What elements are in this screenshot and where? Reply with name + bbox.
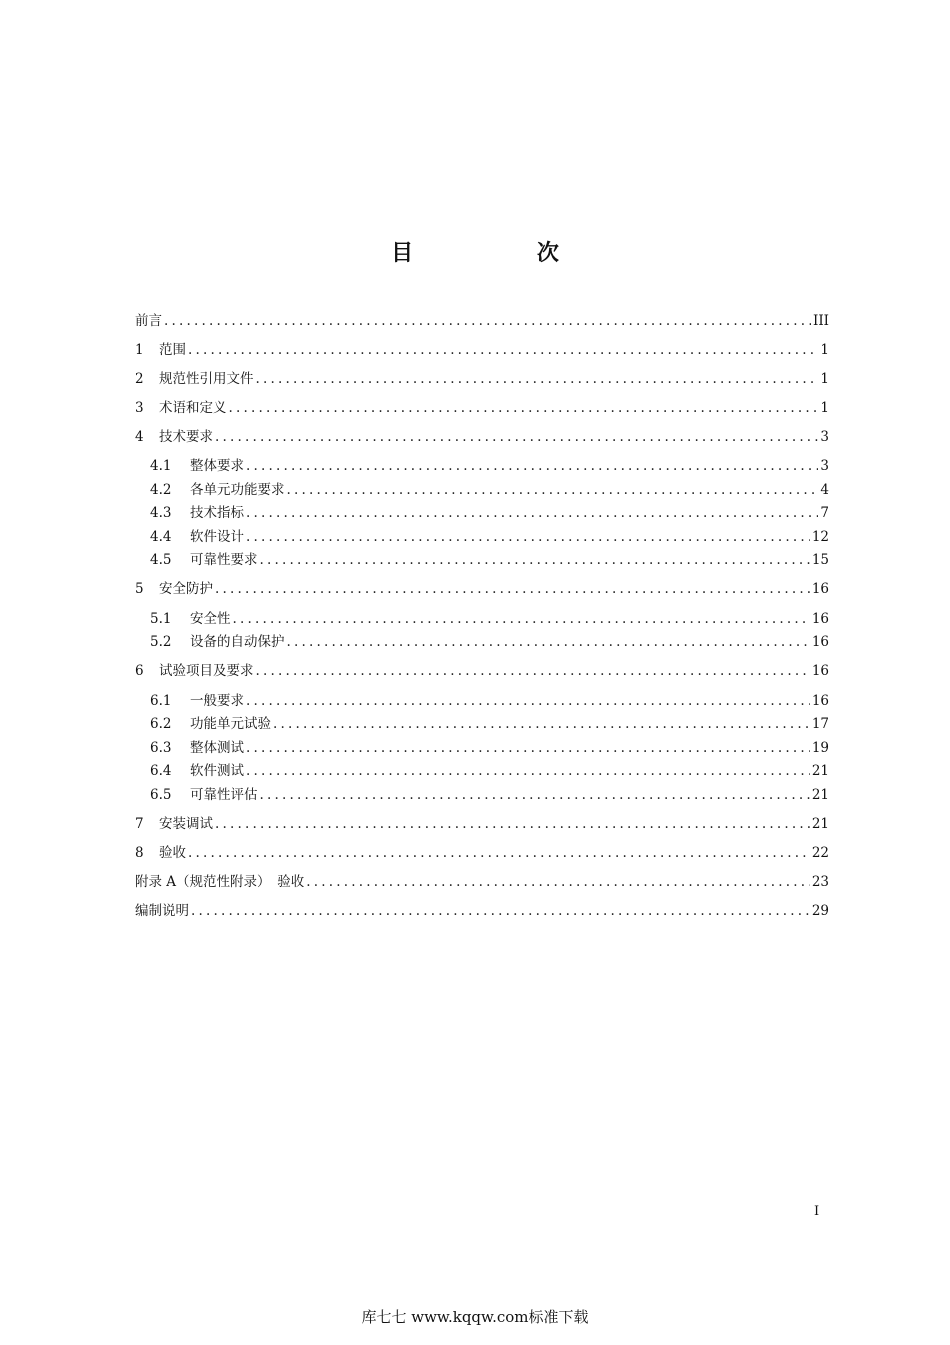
toc-entry-label: 附录 A（规范性附录） 验收 — [135, 874, 305, 890]
toc-leader-dots — [256, 661, 810, 681]
toc-leader-dots — [246, 738, 810, 758]
toc-entry-number: 4.5 — [150, 552, 172, 568]
toc-entry-label: 可靠性要求 — [190, 552, 258, 568]
toc-entry-number: 4.2 — [150, 482, 172, 498]
toc-entry-page: 1 — [820, 400, 829, 416]
toc-entry-page: III — [813, 313, 829, 329]
toc-leader-dots — [215, 814, 810, 834]
toc-entry[interactable] — [150, 691, 829, 711]
toc-leader-dots — [191, 901, 810, 921]
toc-entry-number: 6.4 — [150, 763, 172, 779]
toc-entry-page: 3 — [820, 429, 829, 445]
toc-entry-number: 6.3 — [150, 740, 172, 756]
toc-entry[interactable] — [150, 761, 829, 781]
toc-entry[interactable] — [150, 503, 829, 523]
toc-entry-page: 16 — [811, 634, 829, 650]
toc-leader-dots — [306, 872, 810, 892]
toc-entry[interactable] — [135, 843, 829, 863]
toc-leader-dots — [246, 503, 818, 523]
toc-leader-dots — [260, 785, 810, 805]
toc-entry[interactable] — [150, 714, 829, 734]
toc-entry-label: 编制说明 — [135, 903, 189, 919]
toc-entry[interactable] — [150, 480, 829, 500]
toc-entry-page: 16 — [811, 693, 829, 709]
toc-entry-label: 前言 — [135, 313, 162, 329]
toc-entry-label: 范围 — [159, 342, 186, 358]
toc-leader-dots — [256, 369, 819, 389]
toc-entry-label: 可靠性评估 — [190, 787, 258, 803]
toc-entry-page: 29 — [811, 903, 829, 919]
toc-entry-number: 4.4 — [150, 529, 172, 545]
toc-entry-number: 5 — [135, 581, 144, 597]
toc-leader-dots — [215, 427, 818, 447]
toc-entry-label: 一般要求 — [190, 693, 244, 709]
toc-entry-number: 4.1 — [150, 458, 172, 474]
toc-entry-label: 验收 — [159, 845, 186, 861]
toc-entry-number: 5.1 — [150, 611, 172, 627]
toc-entry-label: 安全防护 — [159, 581, 213, 597]
toc-entry[interactable] — [135, 369, 829, 389]
toc-leader-dots — [188, 843, 810, 863]
toc-entry-label: 技术指标 — [190, 505, 244, 521]
toc-entry[interactable] — [150, 785, 829, 805]
toc-entry-number: 6.1 — [150, 693, 172, 709]
toc-entry-page: 21 — [811, 787, 829, 803]
toc-leader-dots — [273, 714, 810, 734]
toc-entry-page: 16 — [811, 611, 829, 627]
toc-entry-number: 4 — [135, 429, 144, 445]
toc-entry-page: 21 — [811, 763, 829, 779]
toc-leader-dots — [260, 550, 810, 570]
toc-entry[interactable] — [135, 579, 829, 599]
toc-leader-dots — [246, 761, 810, 781]
toc-entry-page: 1 — [820, 371, 829, 387]
toc-entry-number: 1 — [135, 342, 144, 358]
toc-entry[interactable] — [135, 340, 829, 360]
toc-entry[interactable] — [135, 661, 829, 681]
toc-entry-number: 3 — [135, 400, 144, 416]
toc-leader-dots — [246, 456, 818, 476]
toc-entry-number: 6.5 — [150, 787, 172, 803]
toc-entry-number: 6.2 — [150, 716, 172, 732]
toc-entry-page: 23 — [811, 874, 829, 890]
toc-leader-dots — [287, 480, 819, 500]
toc-entry[interactable] — [150, 550, 829, 570]
toc-entry-number: 5.2 — [150, 634, 172, 650]
toc-leader-dots — [246, 691, 810, 711]
toc-entry-number: 8 — [135, 845, 144, 861]
toc-entry-label: 各单元功能要求 — [190, 482, 285, 498]
toc-entry-label: 试验项目及要求 — [159, 663, 254, 679]
toc-entry-page: 17 — [811, 716, 829, 732]
page-title: 目 次 — [391, 241, 617, 266]
toc-entry[interactable] — [135, 872, 829, 892]
toc-entry-label: 技术要求 — [159, 429, 213, 445]
toc-entry-label: 整体要求 — [190, 458, 244, 474]
toc-entry-number: 6 — [135, 663, 144, 679]
toc-leader-dots — [229, 398, 819, 418]
toc-leader-dots — [246, 527, 810, 547]
toc-entry-page: 3 — [820, 458, 829, 474]
toc-entry-label: 功能单元试验 — [190, 716, 271, 732]
toc-entry[interactable] — [135, 901, 829, 921]
toc-entry-label: 安装调试 — [159, 816, 213, 832]
page-number: I — [814, 1204, 820, 1219]
toc-entry[interactable] — [150, 456, 829, 476]
toc-entry-page: 16 — [811, 581, 829, 597]
toc-entry-label: 规范性引用文件 — [159, 371, 254, 387]
toc-entry-label: 术语和定义 — [159, 400, 227, 416]
toc-entry[interactable] — [135, 814, 829, 834]
toc-entry-page: 19 — [811, 740, 829, 756]
toc-entry[interactable] — [150, 527, 829, 547]
toc-entry-label: 软件测试 — [190, 763, 244, 779]
toc-leader-dots — [287, 632, 810, 652]
toc-entry-number: 7 — [135, 816, 144, 832]
toc-entry[interactable] — [150, 609, 829, 629]
toc-entry[interactable] — [135, 398, 829, 418]
toc-entry[interactable] — [135, 427, 829, 447]
toc-entry-page: 12 — [811, 529, 829, 545]
toc-entry-page: 21 — [811, 816, 829, 832]
toc-entry-page: 4 — [820, 482, 829, 498]
toc-entry[interactable] — [135, 311, 829, 331]
toc-entry-page: 7 — [820, 505, 829, 521]
toc-entry-number: 2 — [135, 371, 144, 387]
footer-watermark: 库七七 www.kqqw.com标准下载 — [361, 1308, 589, 1326]
toc-leader-dots — [215, 579, 810, 599]
toc-entry-page: 15 — [811, 552, 829, 568]
toc-entry-page: 22 — [811, 845, 829, 861]
toc-entry-number: 4.3 — [150, 505, 172, 521]
toc-entry-label: 安全性 — [190, 611, 231, 627]
toc-leader-dots — [233, 609, 810, 629]
toc-entry-label: 设备的自动保护 — [190, 634, 285, 650]
toc-leader-dots — [164, 311, 811, 331]
toc-entry-label: 整体测试 — [190, 740, 244, 756]
toc-entry-page: 16 — [811, 663, 829, 679]
toc-entry-label: 软件设计 — [190, 529, 244, 545]
toc-entry[interactable] — [150, 738, 829, 758]
toc-leader-dots — [188, 340, 818, 360]
toc-entry[interactable] — [150, 632, 829, 652]
toc-entry-page: 1 — [820, 342, 829, 358]
